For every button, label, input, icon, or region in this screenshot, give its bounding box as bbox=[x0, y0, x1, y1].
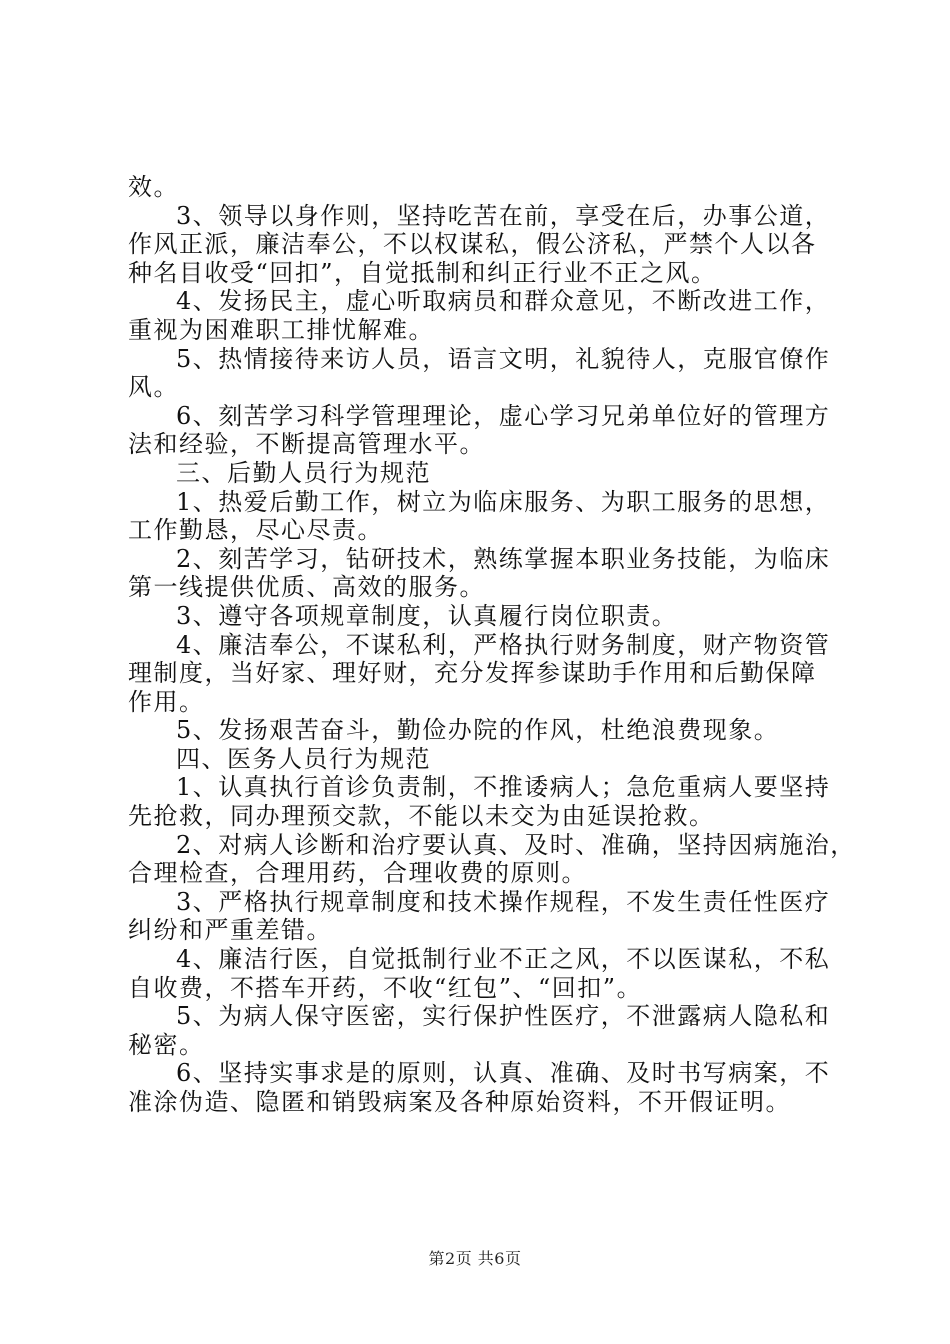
document-body bbox=[128, 173, 856, 1117]
text-line: 三、后勤人员行为规范 bbox=[176, 458, 431, 487]
text-line: 作用。 bbox=[128, 687, 205, 716]
text-line: 5、为病人保守医密，实行保护性医疗，不泄露病人隐私和 bbox=[176, 1002, 831, 1031]
text-line: 先抢救，同办理预交款，不能以未交为由延误抢救。 bbox=[128, 802, 715, 831]
text-line: 4、发扬民主，虚心听取病员和群众意见，不断改进工作， bbox=[176, 287, 831, 316]
text-line: 4、廉洁行医，自觉抵制行业不正之风，不以医谋私，不私 bbox=[176, 945, 831, 974]
text-line: 效。 bbox=[128, 173, 179, 201]
text-line: 1、认真执行首诊负责制，不推诿病人；急危重病人要坚持 bbox=[176, 773, 831, 802]
text-line: 6、坚持实事求是的原则，认真、准确、及时书写病案，不 bbox=[176, 1059, 831, 1088]
text-line: 第一线提供优质、高效的服务。 bbox=[128, 573, 485, 602]
text-line: 四、医务人员行为规范 bbox=[176, 744, 431, 773]
text-line: 2、对病人诊断和治疗要认真、及时、准确，坚持因病施治， bbox=[176, 830, 856, 859]
text-line: 纠纷和严重差错。 bbox=[128, 916, 332, 945]
text-line: 自收费，不搭车开药，不收“红包”、“回扣”。 bbox=[128, 973, 643, 1002]
text-line: 3、领导以身作则，坚持吃苦在前，享受在后，办事公道， bbox=[176, 201, 831, 230]
text-line: 法和经验，不断提高管理水平。 bbox=[128, 430, 485, 459]
text-line: 风。 bbox=[128, 373, 179, 402]
text-line: 5、热情接待来访人员，语言文明，礼貌待人，克服官僚作 bbox=[176, 344, 831, 373]
text-line: 5、发扬艰苦奋斗，勤俭办院的作风，杜绝浪费现象。 bbox=[176, 716, 780, 745]
text-line: 合理检查，合理用药，合理收费的原则。 bbox=[128, 859, 587, 888]
text-line: 准涂伪造、隐匿和销毁病案及各种原始资料，不开假证明。 bbox=[128, 1088, 791, 1116]
text-line: 4、廉洁奉公，不谋私利，严格执行财务制度，财产物资管 bbox=[176, 630, 831, 659]
text-line: 3、严格执行规章制度和技术操作规程，不发生责任性医疗 bbox=[176, 887, 831, 916]
text-line: 理制度，当好家、理好财，充分发挥参谋助手作用和后勤保障 bbox=[128, 659, 817, 688]
text-line: 2、刻苦学习，钻研技术，熟练掌握本职业务技能，为临床 bbox=[176, 544, 831, 573]
text-line: 1、热爱后勤工作，树立为临床服务、为职工服务的思想， bbox=[176, 487, 831, 516]
text-line: 工作勤恳，尽心尽责。 bbox=[128, 516, 383, 545]
text-line: 3、遵守各项规章制度，认真履行岗位职责。 bbox=[176, 601, 678, 630]
text-line: 重视为困难职工排忧解难。 bbox=[128, 315, 434, 344]
text-line: 秘密。 bbox=[128, 1030, 205, 1059]
text-line: 作风正派，廉洁奉公，不以权谋私，假公济私，严禁个人以各 bbox=[128, 230, 817, 259]
text-line: 6、刻苦学习科学管理理论，虚心学习兄弟单位好的管理方 bbox=[176, 401, 831, 430]
text-line: 种名目收受“回扣”，自觉抵制和纠正行业不正之风。 bbox=[128, 258, 717, 287]
page-footer: 第2页 共6页 bbox=[428, 1249, 522, 1268]
